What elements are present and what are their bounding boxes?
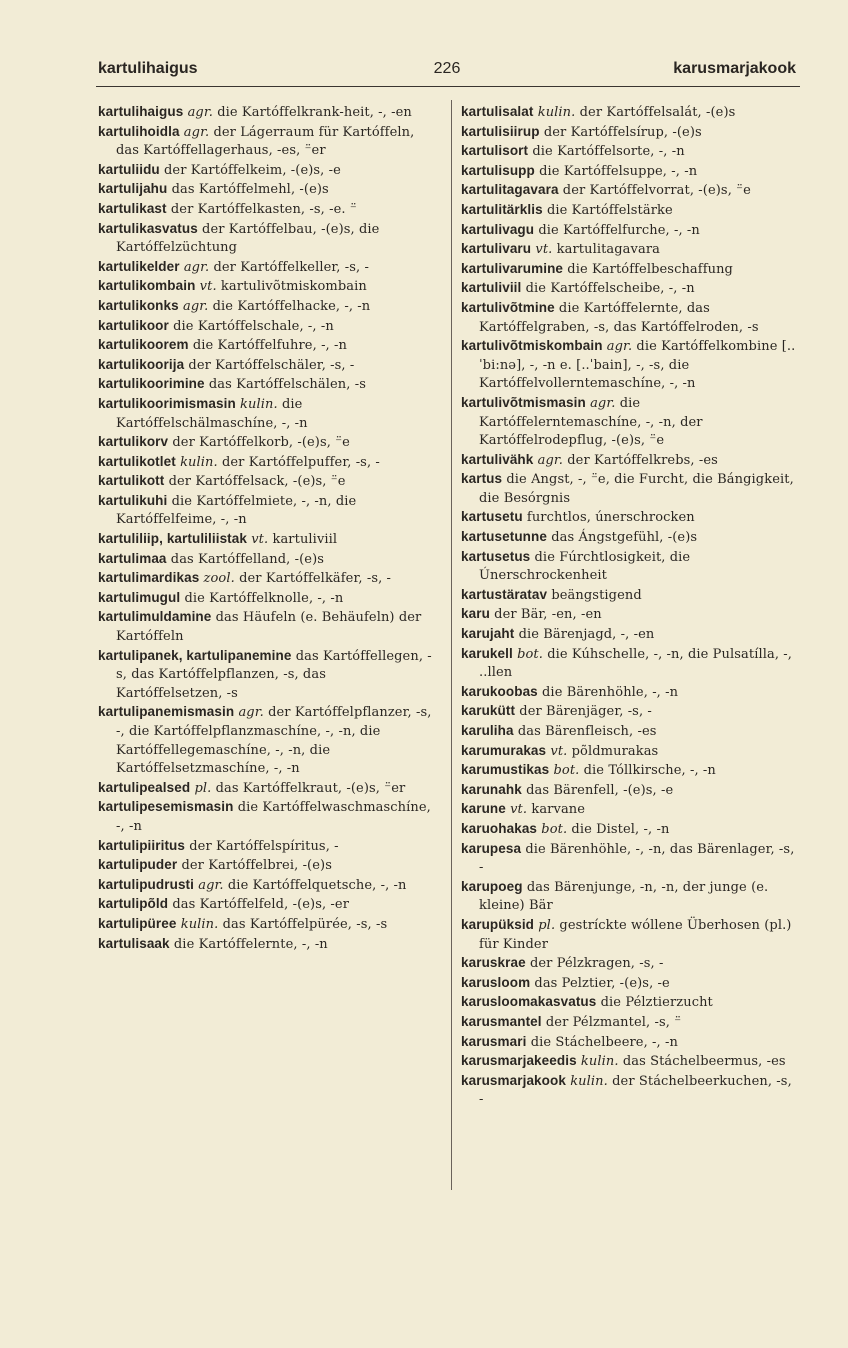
entry-translation: der Pélzmantel, -s, ⁻̈ (545, 1014, 682, 1030)
entry-translation: die Tóllkirsche, -, -n (583, 763, 716, 779)
entry-headword: kartulisaak (98, 935, 170, 951)
dictionary-entry (461, 974, 797, 994)
dictionary-entry (461, 742, 797, 762)
dictionary-entry (461, 800, 797, 820)
entry-translation: kartulivõtmiskombain (220, 279, 367, 295)
dictionary-entry (98, 336, 434, 356)
dictionary-entry (98, 569, 434, 589)
entry-headword: kartulikasvatus (98, 220, 198, 236)
header-first-headword: kartulihaigus (98, 60, 198, 77)
entry-headword: kartulijahu (98, 181, 168, 197)
header-rule (96, 86, 800, 87)
entry-translation: die Kúhschelle, -, -n, die Pulsatílla, -, ..llen (479, 646, 793, 681)
entry-translation: die Kartóffelfurche, -, -n (538, 222, 700, 238)
entry-translation: die Stáchelbeere, -, -n (530, 1034, 678, 1050)
entry-headword: karusloomakasvatus (461, 994, 597, 1010)
entry-usage-label: agr. (198, 877, 224, 893)
entry-usage-label: kulin. (570, 1073, 608, 1089)
entry-usage-label: kulin. (180, 454, 218, 470)
entry-translation: die Kartóffelkrank-heit, -, -en (217, 105, 412, 120)
entry-translation: der Kartóffelspíritus, - (189, 838, 339, 854)
entry-usage-label: vt. (550, 743, 568, 759)
entry-translation: das Kartóffelmehl, -(e)s (171, 182, 329, 198)
entry-translation: der Lágerraum für Kartóffeln, das Kartóffellagerhaus, -es, ⁻̈er (116, 124, 415, 159)
dictionary-entry (461, 260, 797, 280)
entry-headword: kartulivarumine (461, 260, 564, 276)
entry-usage-label: pl. (194, 780, 212, 796)
dictionary-entry (461, 299, 797, 337)
dictionary-entry (98, 375, 434, 395)
dictionary-entry (461, 142, 797, 162)
entry-usage-label: agr. (606, 339, 633, 355)
entry-translation: die Bärenjagd, -, -en (518, 627, 655, 643)
entry-headword: karusmarjakook (461, 1072, 566, 1088)
entry-translation: das Häufeln (e. Behäufeln) der Kartóffeln (116, 610, 422, 645)
dictionary-entry (98, 356, 434, 376)
entry-headword: kartulitagavara (461, 182, 559, 198)
entry-headword: karu (461, 606, 490, 622)
entry-headword: karumustikas (461, 762, 550, 778)
dictionary-entry (98, 647, 434, 704)
dictionary-entry (98, 180, 434, 200)
entry-usage-label: vt. (535, 242, 553, 258)
entry-translation: der Kartóffelsack, -(e)s, ⁻̈e (168, 474, 346, 490)
entry-translation: die Kartóffelernte, das Kartóffelgraben, -s, das Kartóffelroden, -s (479, 300, 759, 335)
dictionary-entry (461, 508, 797, 528)
entry-headword: kartulisort (461, 143, 529, 159)
entry-headword: karuskrae (461, 955, 526, 971)
entry-translation: die Kartóffelfuhre, -, -n (192, 338, 347, 354)
entry-headword: kartulikorv (98, 434, 169, 450)
dictionary-entry (461, 1013, 797, 1033)
entry-translation: der Pélzkragen, -s, - (529, 956, 664, 972)
entry-headword: karupesa (461, 840, 522, 856)
dictionary-entry (461, 820, 797, 840)
dictionary-entry (461, 1033, 797, 1053)
entry-translation: die Kartóffelsuppe, -, -n (539, 163, 698, 179)
dictionary-entry (98, 530, 434, 550)
entry-headword: kartulipudrusti (98, 876, 195, 892)
entry-headword: kartulivõtmine (461, 299, 555, 315)
entry-headword: kartulikelder (98, 258, 180, 274)
entry-usage-label: vt. (251, 532, 269, 548)
entry-headword: karupoeg (461, 878, 523, 894)
entry-translation: das Kartóffelschälen, -s (208, 377, 366, 393)
entry-translation: das Ángstgefühl, -(e)s (551, 530, 698, 546)
dictionary-entry (98, 297, 434, 317)
entry-headword: kartulikuhi (98, 492, 168, 508)
entry-headword: kartulikoorem (98, 337, 189, 353)
dictionary-entry (98, 798, 434, 836)
entry-headword: kartus (461, 471, 503, 487)
entry-translation: der Kartóffelkrebs, -es (567, 452, 718, 468)
dictionary-entry (461, 103, 797, 123)
entry-translation: der Kartóffelpflanzer, -s, -, die Kartóffelpflanzmaschíne, -, -n, die Kartóffellegemaschíne, -, -n, die Kartóffelsetzmaschíne, -, -n (116, 705, 432, 777)
entry-headword: kartulisiirup (461, 123, 540, 139)
entry-translation: der Kartóffelkorb, -(e)s, ⁻̈e (172, 435, 350, 451)
entry-translation: die Bärenhöhle, -, -n, das Bärenlager, -s, - (479, 841, 795, 876)
dictionary-entry (98, 395, 434, 433)
entry-headword: kartulivaru (461, 241, 532, 257)
entry-headword: karune (461, 801, 506, 817)
entry-usage-label: zool. (203, 571, 235, 587)
entry-translation: das Kartóffelkraut, -(e)s, ⁻̈er (215, 780, 406, 796)
entry-headword: kartulivagu (461, 221, 535, 237)
dictionary-entry (461, 337, 797, 394)
entry-headword: karukütt (461, 703, 516, 719)
dictionary-entry (461, 993, 797, 1013)
entry-headword: karukoobas (461, 683, 538, 699)
entry-translation: die Kartóffelhacke, -, -n (212, 298, 371, 314)
entry-headword: karuohakas (461, 820, 538, 836)
entry-usage-label: agr. (238, 705, 264, 721)
entry-headword: kartulipesemismasin (98, 799, 234, 815)
column-divider (451, 100, 452, 1190)
entry-translation: der Kartóffelbau, -(e)s, die Kartóffelzüchtung (116, 221, 380, 256)
dictionary-entry (98, 277, 434, 297)
entry-usage-label: kulin. (180, 916, 219, 932)
dictionary-entry (98, 837, 434, 857)
dictionary-entry (98, 856, 434, 876)
entry-translation: die Kartóffelkombine [..ˈbi:nə], -, -n e. [..ˈbain], -, -s, die Kartóffelvollerntemaschíne, -, -n (479, 339, 796, 392)
entry-translation: der Kartóffelsalát, -(e)s (579, 105, 736, 120)
left-column (98, 103, 434, 954)
entry-headword: kartulihaigus (98, 104, 184, 119)
dictionary-entry (98, 433, 434, 453)
dictionary-entry (461, 123, 797, 143)
dictionary-entry (461, 548, 797, 586)
entry-headword: kartulikoorija (98, 356, 185, 372)
entry-translation: die Kartóffelbeschaffung (567, 261, 733, 277)
entry-translation: der Kartóffelbrei, -(e)s (181, 858, 332, 874)
dictionary-entry (98, 220, 434, 258)
dictionary-entry (461, 470, 797, 508)
entry-translation: die Kartóffelsorte, -, -n (532, 144, 685, 160)
dictionary-entry (98, 876, 434, 896)
entry-usage-label: agr. (183, 124, 210, 140)
dictionary-entry (461, 528, 797, 548)
entry-headword: kartulimaa (98, 550, 167, 566)
dictionary-entry (461, 878, 797, 916)
entry-translation: der Bär, -en, -en (494, 607, 602, 623)
dictionary-entry (461, 605, 797, 625)
entry-headword: kartulisalat (461, 104, 534, 119)
entry-translation: der Kartóffelschäler, -s, - (188, 357, 355, 373)
dictionary-entry (98, 550, 434, 570)
entry-headword: kartusetunne (461, 529, 547, 545)
entry-translation: karvane (531, 802, 586, 818)
entry-translation: gestríckte wóllene Überhosen (pl.) für Kinder (479, 917, 792, 952)
entry-translation: die Kartóffelmiete, -, -n, die Kartóffelfeime, -, -n (116, 493, 357, 528)
dictionary-entry (98, 258, 434, 278)
entry-translation: der Kartóffelvorrat, -(e)s, ⁻̈e (562, 183, 751, 199)
dictionary-entry (98, 472, 434, 492)
dictionary-entry (461, 221, 797, 241)
entry-usage-label: kulin. (537, 105, 576, 120)
entry-translation: der Kartóffelsírup, -(e)s (543, 124, 702, 140)
dictionary-entry (461, 645, 797, 683)
entry-headword: kartuliliip, kartuliliistak (98, 531, 247, 547)
entry-translation: põldmurakas (571, 743, 659, 759)
entry-translation: das Bärenfell, -(e)s, -e (526, 782, 674, 798)
dictionary-entry (98, 453, 434, 473)
entry-headword: kartusetu (461, 509, 523, 525)
dictionary-entry (461, 722, 797, 742)
entry-headword: kartulikotlet (98, 453, 176, 469)
entry-translation: beängstigend (551, 587, 642, 603)
entry-translation: der Kartóffelkasten, -s, -e. ⁻̈ (170, 201, 357, 217)
entry-translation: furchtlos, únerschrocken (526, 510, 695, 526)
entry-usage-label: bot. (517, 646, 543, 662)
entry-translation: die Kartóffelschälmaschíne, -, -n (116, 396, 308, 431)
entry-usage-label: kulin. (240, 396, 278, 412)
entry-headword: kartuliviil (461, 280, 522, 296)
entry-headword: karukell (461, 645, 513, 661)
dictionary-entry (461, 240, 797, 260)
entry-headword: karuliha (461, 723, 514, 738)
entry-headword: karujaht (461, 626, 515, 642)
entry-translation: das Bärenfleisch, -es (517, 724, 657, 739)
dictionary-entry (461, 201, 797, 221)
dictionary-entry (461, 586, 797, 606)
right-column (461, 103, 797, 1110)
dictionary-entry (461, 761, 797, 781)
entry-headword: kartulikast (98, 200, 167, 216)
entry-usage-label: vt. (510, 802, 528, 818)
entry-translation: die Kartóffelknolle, -, -n (184, 590, 344, 606)
dictionary-entry (98, 200, 434, 220)
dictionary-entry (98, 161, 434, 181)
entry-translation: das Stáchelbeermus, -es (622, 1054, 786, 1070)
entry-translation: der Stáchelbeerkuchen, -s, - (479, 1073, 792, 1108)
entry-usage-label: agr. (537, 452, 564, 468)
entry-headword: kartulisupp (461, 162, 535, 178)
entry-translation: die Angst, -, ⁻̈e, die Furcht, die Bángigkeit, die Besórgnis (479, 472, 794, 506)
entry-translation: die Kartóffelstärke (546, 202, 673, 218)
entry-translation: der Kartóffelpuffer, -s, - (221, 454, 380, 470)
entry-headword: kartulipanek, kartulipanemine (98, 647, 292, 663)
dictionary-entry (461, 181, 797, 201)
dictionary-entry (461, 702, 797, 722)
dictionary-entry (98, 703, 434, 778)
entry-headword: kartulipüree (98, 915, 177, 931)
entry-headword: karusmari (461, 1033, 527, 1049)
entry-headword: karumurakas (461, 742, 547, 758)
dictionary-entry (461, 394, 797, 451)
dictionary-entry (461, 451, 797, 471)
entry-headword: kartulikoorimine (98, 376, 205, 392)
entry-translation: das Kartóffelland, -(e)s (170, 551, 325, 567)
entry-headword: kartulipiiritus (98, 837, 186, 853)
entry-translation: der Bärenjäger, -s, - (519, 704, 652, 720)
entry-translation: der Kartóffelkäfer, -s, - (239, 571, 392, 587)
dictionary-entry (461, 954, 797, 974)
entry-usage-label: bot. (553, 763, 580, 779)
entry-translation: das Kartóffellegen, -s, das Kartóffelpflanzen, -s, das Kartóffelsetzen, -s (116, 648, 432, 701)
dictionary-entry (461, 1072, 797, 1110)
entry-usage-label: pl. (538, 917, 556, 933)
entry-headword: kartulimuldamine (98, 609, 212, 625)
entry-translation: die Kartóffelscheibe, -, -n (525, 281, 695, 297)
entry-translation: die Fúrchtlosigkeit, die Únerschrockenheit (479, 549, 691, 584)
entry-headword: kartulikombain (98, 278, 196, 294)
entry-headword: kartulikott (98, 473, 165, 489)
entry-headword: karupüksid (461, 916, 535, 932)
entry-usage-label: kulin. (580, 1054, 619, 1070)
running-header (98, 60, 796, 86)
entry-headword: kartulipõld (98, 896, 169, 912)
entry-headword: kartulipealsed (98, 779, 191, 795)
dictionary-entry (461, 916, 797, 954)
entry-translation: der Kartóffelkeller, -s, - (213, 259, 369, 275)
dictionary-entry (461, 162, 797, 182)
entry-usage-label: bot. (541, 821, 568, 837)
dictionary-entry (98, 589, 434, 609)
dictionary-entry (98, 895, 434, 915)
entry-headword: kartulipuder (98, 857, 178, 873)
entry-headword: kartulivõtmismasin (461, 394, 586, 410)
entry-translation: das Kartóffelfeld, -(e)s, -er (172, 897, 350, 913)
entry-headword: kartulikoorimismasin (98, 395, 236, 411)
entry-translation: kartulitagavara (556, 242, 660, 258)
dictionary-entry (461, 781, 797, 801)
entry-headword: kartulimardikas (98, 570, 200, 586)
entry-headword: kartusetus (461, 548, 531, 564)
entry-headword: karunahk (461, 781, 522, 797)
entry-translation: kartuliviil (272, 532, 338, 548)
dictionary-entry (461, 625, 797, 645)
entry-translation: die Kartóffelwaschmaschíne, -, -n (116, 800, 431, 834)
entry-headword: kartulipanemismasin (98, 704, 235, 720)
dictionary-entry (461, 279, 797, 299)
entry-translation: das Bärenjunge, -n, -n, der junge (e. kleine) Bär (479, 879, 769, 914)
entry-usage-label: agr. (183, 259, 210, 275)
entry-translation: der Kartóffelkeim, -(e)s, -e (164, 162, 341, 178)
entry-headword: karusloom (461, 974, 531, 990)
entry-headword: karusmarjakeedis (461, 1053, 577, 1069)
dictionary-entry (98, 317, 434, 337)
entry-headword: kartulikoor (98, 317, 169, 333)
entry-headword: karusmantel (461, 1013, 542, 1029)
entry-translation: das Kartóffelpürée, -s, -s (222, 916, 388, 932)
entry-headword: kartulivähk (461, 451, 534, 467)
entry-translation: die Pélztierzucht (600, 995, 713, 1011)
entry-headword: kartulitärklis (461, 201, 543, 217)
dictionary-entry (98, 123, 434, 161)
entry-headword: kartuliidu (98, 161, 160, 177)
dictionary-entry (461, 840, 797, 878)
entry-usage-label: agr. (187, 105, 213, 120)
dictionary-entry (98, 103, 434, 123)
dictionary-entry (461, 683, 797, 703)
dictionary-entry (98, 935, 434, 955)
page-number: 226 (433, 60, 461, 77)
dictionary-entry (98, 779, 434, 799)
entry-translation: das Pelztier, -(e)s, -e (534, 975, 670, 991)
entry-headword: kartulikonks (98, 297, 179, 313)
header-last-headword: karusmarjakook (673, 60, 796, 77)
entry-usage-label: agr. (182, 298, 209, 314)
dictionary-entry (98, 608, 434, 646)
dictionary-entry (461, 1052, 797, 1072)
entry-headword: kartulimugul (98, 589, 181, 605)
entry-usage-label: vt. (199, 279, 217, 295)
entry-translation: die Kartóffelernte, -, -n (173, 936, 328, 952)
dictionary-entry (98, 492, 434, 530)
entry-usage-label: agr. (590, 395, 616, 411)
entry-translation: die Kartóffelquetsche, -, -n (227, 877, 407, 893)
entry-headword: kartustäratav (461, 586, 548, 602)
entry-headword: kartulivõtmiskombain (461, 338, 603, 354)
entry-translation: die Kartóffelerntemaschíne, -, -n, der Kartóffelrodepflug, -(e)s, ⁻̈e (479, 395, 703, 449)
entry-translation: die Distel, -, -n (571, 821, 670, 837)
dictionary-entry (98, 915, 434, 935)
entry-translation: die Kartóffelschale, -, -n (173, 318, 334, 334)
entry-translation: die Bärenhöhle, -, -n (542, 684, 679, 700)
entry-headword: kartulihoidla (98, 123, 180, 139)
